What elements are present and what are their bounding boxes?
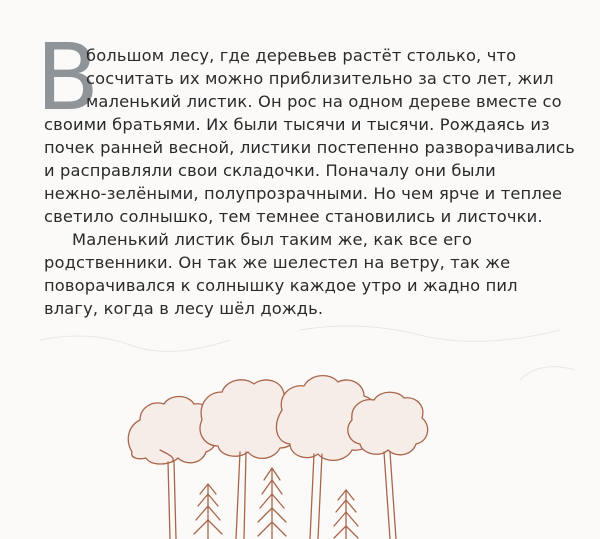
round-tree-4 xyxy=(348,392,428,539)
story-line-11: поворачивался к солнышку каждое утро и жадно пил xyxy=(44,276,518,295)
story-line-4: своими братьями. Их были тысячи и тысячи. Рождаясь из xyxy=(44,115,550,134)
fir-tree-3 xyxy=(334,490,358,539)
fir-tree-1 xyxy=(194,484,222,539)
story-line-12: влагу, когда в лесу шёл дождь. xyxy=(44,299,324,318)
story-line-2: сосчитать их можно приблизительно за сто лет, жил xyxy=(86,69,554,88)
story-line-9: Маленький листик был таким же, как все его xyxy=(72,230,473,249)
round-tree-3 xyxy=(276,376,377,539)
story-line-1: большом лесу, где деревьев растёт столько, что xyxy=(86,46,517,65)
story-line-7: нежно-зелёными, полупрозрачными. Но чем ярче и теплее xyxy=(44,184,563,203)
story-line-8: светило солнышко, тем темнее становились и листочки. xyxy=(44,207,543,226)
story-line-10: родственники. Он так же шелестел на ветру, так же xyxy=(44,253,511,272)
story-line-6: и расправляли свои складочки. Поначалу они были xyxy=(44,161,496,180)
story-line-5: почек ранней весной, листики постепенно разворачивались xyxy=(44,138,575,157)
story-line-3: маленький листик. Он рос на одном дереве вместе со xyxy=(86,92,562,111)
fir-tree-2 xyxy=(258,468,286,539)
drop-cap: В xyxy=(36,24,100,131)
